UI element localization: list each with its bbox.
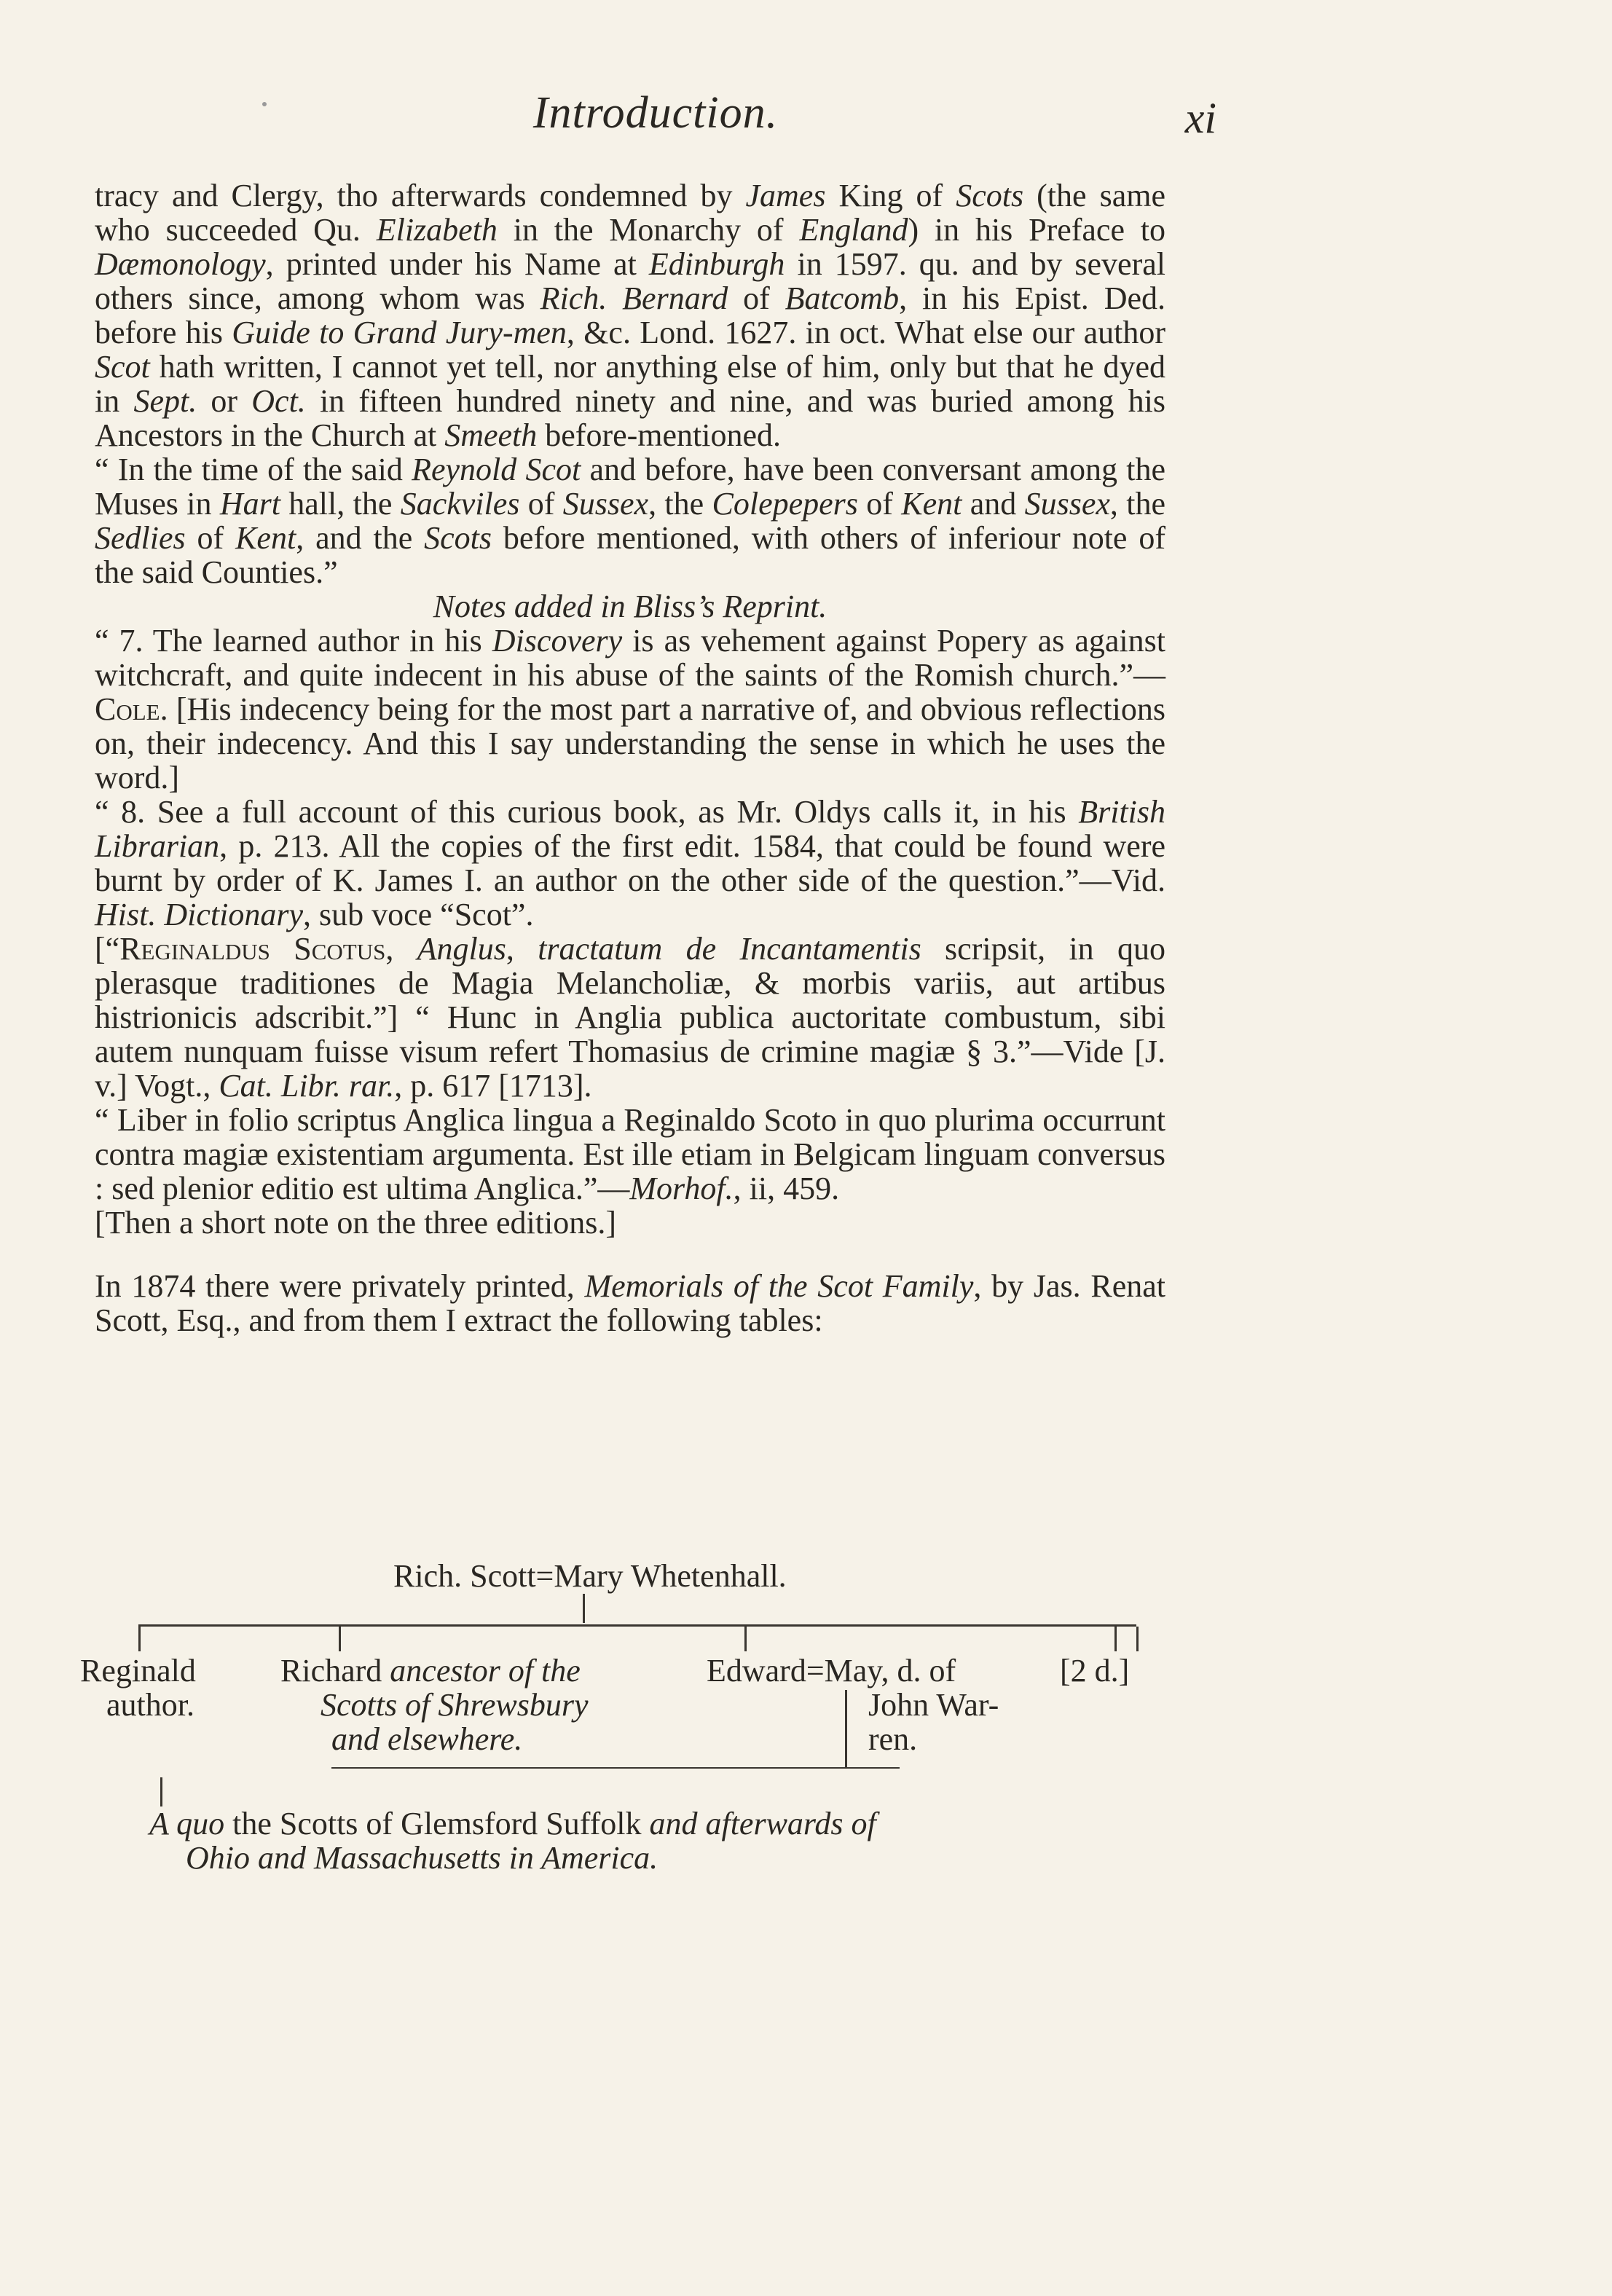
text-segment: “ In the time of the said <box>95 452 412 487</box>
italic-segment: Scots <box>956 178 1024 213</box>
text-segment: and <box>962 486 1025 522</box>
closing-paragraph <box>95 1269 1165 1337</box>
text-segment: , <box>385 931 417 967</box>
paragraph <box>95 452 1165 589</box>
richard-line-2: Scotts of Shrewsbury <box>321 1687 589 1723</box>
italic-segment: Anglus <box>417 931 506 967</box>
page-header <box>95 87 1216 146</box>
italic-segment: Oct. <box>251 383 306 419</box>
text-segment: , sub voce “Scot”. <box>302 897 534 932</box>
tree-root: Rich. Scott=Mary Whetenhall. <box>393 1558 787 1594</box>
italic-segment: Scot <box>95 349 150 385</box>
small-caps-segment: Reginaldus Scotus <box>119 931 386 967</box>
italic-segment: Smeeth <box>444 417 538 453</box>
italic-segment: Memorials of the Scot Family <box>584 1268 974 1304</box>
text-segment: hath written, I cannot yet tell, nor anything else of him, only but that he dyed in <box>95 349 1165 419</box>
text-segment: in fifteen hundred ninety and nine, and was buried among his Ancestors in the Church at <box>95 383 1165 453</box>
text-segment: , printed under his Name at <box>265 246 649 282</box>
text-segment: scripsit, in quo plerasque traditiones de Magia Melancholiæ, & morbis variis, aut artibus histrionicis adscribit.”] “ Hunc in Anglia publica auctoritate combustum, sibi autem nunquam fuisse visum refert Thomasius de crimine magiæ § 3.”—Vide [J. v.] Vogt., <box>95 931 1165 1104</box>
text-segment: and before, have been conversant among the Muses in <box>95 452 1165 522</box>
italic-segment: Reynold Scot <box>412 452 581 487</box>
print-speck <box>262 102 267 106</box>
text-segment: , and the <box>296 520 425 556</box>
note <box>95 1206 1165 1240</box>
text-segment: , in his Epist. Ded. before his <box>95 280 1166 350</box>
tick-richard <box>339 1627 341 1651</box>
italic-segment: Elizabeth <box>376 212 498 248</box>
text-segment: hall, the <box>280 486 401 522</box>
richard-line-3: and elsewhere. <box>331 1721 523 1757</box>
italic-segment: Rich. Bernard <box>540 280 728 316</box>
italic-segment: Morhof. <box>629 1171 734 1206</box>
italic-segment: Sept. <box>133 383 197 419</box>
text-segment: of <box>519 486 563 522</box>
text-segment: ) in his Preface to <box>908 212 1166 248</box>
text-segment: of <box>185 520 236 556</box>
running-head: Introduction. <box>532 88 779 138</box>
italic-segment: Batcomb <box>785 280 900 316</box>
italic-segment: Hist. Dictionary <box>95 897 303 932</box>
quo-line-1: A quo the Scotts of Glemsford Suffolk and afterwards of <box>149 1806 876 1841</box>
text-segment: in the Monarchy of <box>497 212 800 248</box>
small-caps-segment: Cole. <box>95 691 168 727</box>
tick-d2 <box>1136 1627 1139 1651</box>
italic-segment: Kent <box>901 486 962 522</box>
text-segment: “ 8. See a full account of this curious book, as Mr. Oldys calls it, in his <box>95 794 1079 830</box>
italic-segment: James <box>745 178 826 213</box>
text-segment: [“ <box>95 931 120 967</box>
note <box>95 624 1165 795</box>
italic-segment: Cat. Libr. rar. <box>219 1068 395 1104</box>
may-line-2: John War- <box>868 1687 999 1723</box>
text-segment: before-mentioned. <box>537 417 782 453</box>
text-segment: , the <box>1109 486 1166 522</box>
page-number: xi <box>1184 94 1216 142</box>
italic-segment: Scots <box>424 520 492 556</box>
text-segment: of <box>728 280 785 316</box>
quo-line-2: Ohio and Massachusetts in America. <box>186 1840 658 1876</box>
text-segment: tracy and Clergy, tho afterwards condemned by <box>95 178 746 213</box>
text-segment: , by Jas. Renat Scott, Esq., and from them I extract the following tables: <box>95 1268 1166 1338</box>
tick-edward <box>744 1627 747 1651</box>
italic-segment: Sussex <box>1024 486 1110 522</box>
note <box>95 1103 1165 1206</box>
text-segment: in 1597. qu. and by several others since, among whom was <box>95 246 1165 316</box>
two-daughters: [2 d.] <box>1060 1653 1130 1688</box>
italic-segment: Dæmonology <box>95 246 266 282</box>
reginald-note: author. <box>106 1687 194 1723</box>
italic-segment: Colepepers <box>712 486 858 522</box>
body-text <box>95 178 1165 1337</box>
reginald-name: Reginald <box>80 1653 196 1688</box>
italic-segment: Hart <box>219 486 280 522</box>
text-segment: , ii, 459. <box>733 1171 840 1206</box>
italic-segment: Sedlies <box>95 520 186 556</box>
text-segment: , &c. Lond. 1627. in oct. What else our author <box>566 315 1166 350</box>
text-segment: before mentioned, with others of inferiour note of the said Counties.” <box>95 520 1165 590</box>
richard-line-1: Richard ancestor of the <box>280 1653 581 1688</box>
tick-d1 <box>1114 1627 1117 1651</box>
text-segment: King of <box>825 178 956 213</box>
paragraph <box>95 178 1165 452</box>
italic-segment: Edinburgh <box>648 246 785 282</box>
text-segment: (the same who succeeded Qu. <box>95 178 1165 248</box>
italic-segment: Sackviles <box>400 486 520 522</box>
italic-segment: Kent <box>235 520 296 556</box>
quo-descent-line <box>160 1777 162 1806</box>
text-segment: is as vehement against Popery as against witchcraft, and quite indecent in his abuse of the saints of the Romish church.”— <box>95 623 1165 693</box>
italic-segment: England <box>799 212 908 248</box>
text-segment: or <box>197 383 252 419</box>
genealogy-table <box>80 1559 1144 1879</box>
italic-segment: Discovery <box>492 623 623 658</box>
sibling-bar <box>138 1624 1136 1627</box>
italic-segment: Guide to Grand Jury-men <box>232 315 567 350</box>
text-segment: [Then a short note on the three editions.] <box>95 1205 617 1241</box>
text-segment: , p. 213. All the copies of the first edit. 1584, that could be found were burnt by order of K. James I. an author on the other side of the question.”—Vid. <box>95 828 1165 898</box>
text-segment: [His indecency being for the most part a narrative of, and obvious reflections on, their indecency. And this I say understanding the sense in which he uses the word.] <box>95 691 1165 795</box>
note <box>95 932 1165 1103</box>
note <box>95 795 1165 932</box>
text-segment: , p. 617 [1713]. <box>394 1068 592 1104</box>
text-segment: , <box>506 931 538 967</box>
tick-reginald <box>138 1627 141 1651</box>
text-segment: “ Liber in folio scriptus Anglica lingua a Reginaldo Scoto in quo plurima occurrunt contra magiæ existentiam argumenta. Est ille etiam in Belgicam linguam conversus : sed plenior editio est ultima Anglica.”— <box>95 1102 1165 1206</box>
marriage-descent-line <box>845 1690 847 1769</box>
text-segment: In 1874 there were privately printed, <box>95 1268 585 1304</box>
italic-segment: tractatum de Incantamentis <box>538 931 921 967</box>
text-segment: , the <box>648 486 712 522</box>
edward-may: Edward=May, d. of <box>707 1653 956 1688</box>
italic-segment: British Librarian <box>95 794 1165 864</box>
text-segment: “ 7. The learned author in his <box>95 623 492 658</box>
text-segment: of <box>857 486 902 522</box>
may-line-3: ren. <box>868 1721 918 1757</box>
root-descent-line <box>583 1594 585 1623</box>
richard-underline <box>331 1767 900 1769</box>
italic-segment: Sussex <box>562 486 649 522</box>
section-heading: Notes added in Bliss’s Reprint. <box>433 589 827 624</box>
